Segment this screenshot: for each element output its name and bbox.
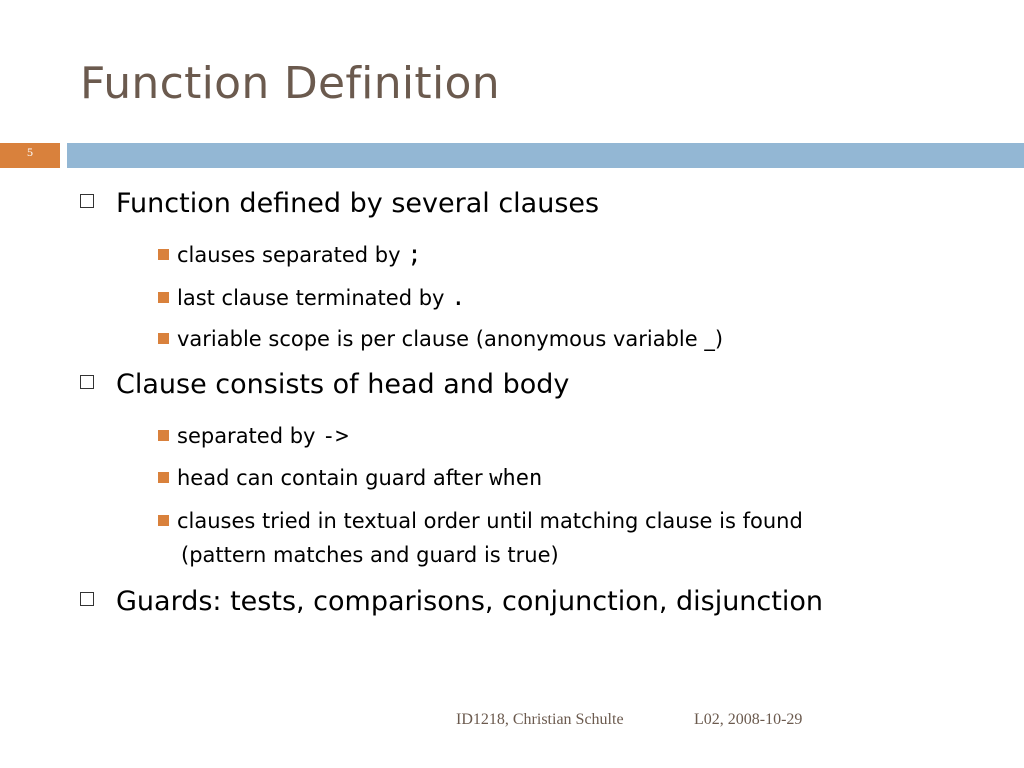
code-text: when: [489, 466, 543, 491]
square-bullet-icon: [158, 292, 169, 303]
hollow-square-bullet-icon: [80, 375, 94, 389]
bullet-level2: [158, 461, 542, 496]
footer-course-author: ID1218, Christian Schulte: [456, 711, 624, 728]
code-text: .: [451, 283, 466, 311]
square-bullet-icon: [158, 333, 169, 344]
bullet-level1: [80, 586, 823, 617]
bullet-level1: [80, 369, 569, 400]
hollow-square-bullet-icon: [80, 194, 94, 208]
bullet-text: Clause consists of head and body: [116, 369, 570, 400]
header-divider-bar: [67, 143, 1024, 168]
bullet-continuation-text: (pattern matches and guard is true): [181, 543, 559, 567]
bullet-level2: [158, 322, 723, 356]
bullet-text: separated by: [177, 424, 323, 448]
code-text: ->: [322, 424, 349, 449]
bullet-text: last clause terminated by: [177, 286, 452, 310]
bullet-text: Guards: tests, comparisons, conjunction, disjunction: [116, 586, 823, 617]
square-bullet-icon: [158, 430, 169, 441]
code-text: ;: [407, 240, 422, 268]
bullet-text: clauses tried in textual order until matching clause is found: [177, 509, 803, 533]
bullet-text: Function defined by several clauses: [116, 188, 600, 219]
square-bullet-icon: [158, 515, 169, 526]
bullet-text: variable scope is per clause (anonymous variable _): [177, 327, 724, 351]
hollow-square-bullet-icon: [80, 592, 94, 606]
slide-title: Function Definition: [80, 58, 500, 109]
bullet-level2: [158, 237, 422, 272]
bullet-text: clauses separated by: [177, 243, 408, 267]
footer-lecture-date: L02, 2008-10-29: [694, 711, 803, 728]
bullet-level2: [158, 419, 349, 454]
bullet-level2: [158, 504, 803, 572]
bullet-level2: [158, 280, 466, 315]
square-bullet-icon: [158, 249, 169, 260]
bullet-text: head can contain guard after: [177, 466, 490, 490]
bullet-level1: [80, 188, 599, 219]
slide-number: 5: [27, 145, 33, 159]
square-bullet-icon: [158, 472, 169, 483]
